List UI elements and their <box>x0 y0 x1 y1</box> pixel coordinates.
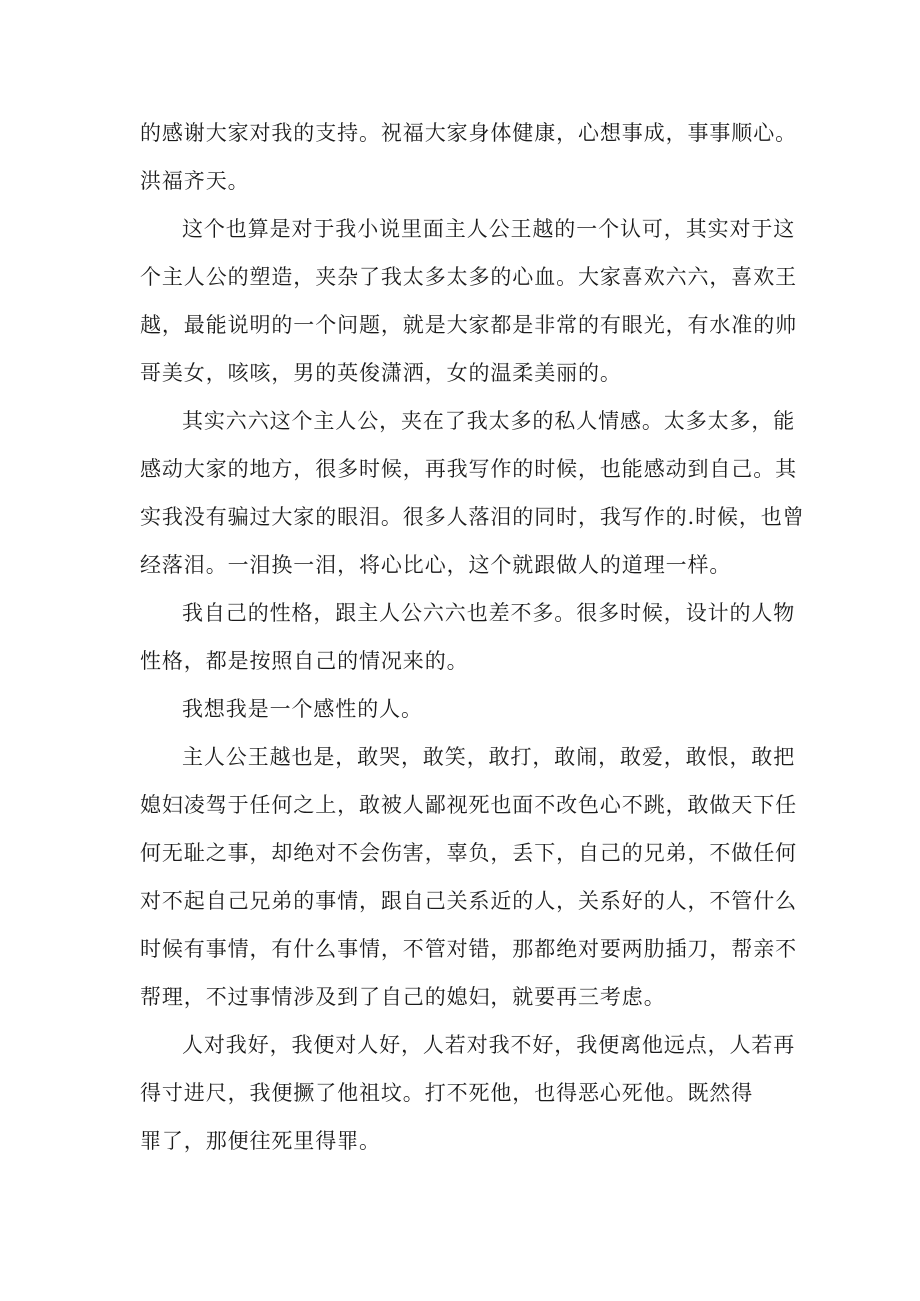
paragraph-first-line: 我自己的性格，跟主人公六六也差不多。很多时候，设计的人物 <box>182 601 796 625</box>
paragraph-first-line: 其实六六这个主人公，夹在了我太多的私人情感。太多太多，能 <box>182 409 796 433</box>
paragraph-first-line: 人对我好，我便对人好，人若对我不好，我便离他远点，人若再 <box>182 1033 796 1057</box>
text-line: 对不起自己兄弟的事情，跟自己关系近的人，关系好的人，不管什么 <box>140 889 797 913</box>
text-line: 得寸进尺，我便撅了他祖坟。打不死他，也得恶心死他。既然得 <box>140 1081 754 1105</box>
text-line: 何无耻之事，却绝对不会伤害，辜负，丢下，自己的兄弟，不做任何 <box>140 841 797 865</box>
text-line: 越，最能说明的一个问题，就是大家都是非常的有眼光，有水准的帅 <box>140 313 797 337</box>
paragraph-first-line: 我想我是一个感性的人。 <box>182 697 423 721</box>
text-line: 时候有事情，有什么事情，不管对错，那都绝对要两肋插刀，帮亲不 <box>140 937 797 961</box>
text-line: 媳妇凌驾于任何之上，敢被人鄙视死也面不改色心不跳，敢做天下任 <box>140 793 797 817</box>
text-line: 的感谢大家对我的支持。祝福大家身体健康，心想事成，事事顺心。 <box>140 121 797 145</box>
text-line: 实我没有骗过大家的眼泪。很多人落泪的同时，我写作的.时候，也曾 <box>140 505 805 529</box>
paragraph-first-line: 主人公王越也是，敢哭，敢笑，敢打，敢闹，敢爱，敢恨，敢把 <box>182 745 796 769</box>
text-line: 感动大家的地方，很多时候，再我写作的时候，也能感动到自己。其 <box>140 457 797 481</box>
text-line: 哥美女，咳咳，男的英俊潇洒，女的温柔美丽的。 <box>140 361 622 385</box>
text-line: 罪了，那便往死里得罪。 <box>140 1129 381 1153</box>
text-line: 经落泪。一泪换一泪，将心比心，这个就跟做人的道理一样。 <box>140 553 732 577</box>
paragraph-first-line: 这个也算是对于我小说里面主人公王越的一个认可，其实对于这 <box>182 217 796 241</box>
text-line: 性格，都是按照自己的情况来的。 <box>140 649 469 673</box>
text-line: 洪福齐天。 <box>140 169 250 193</box>
text-line: 个主人公的塑造，夹杂了我太多太多的心血。大家喜欢六六，喜欢王 <box>140 265 797 289</box>
text-line: 帮理，不过事情涉及到了自己的媳妇，就要再三考虑。 <box>140 985 666 1009</box>
